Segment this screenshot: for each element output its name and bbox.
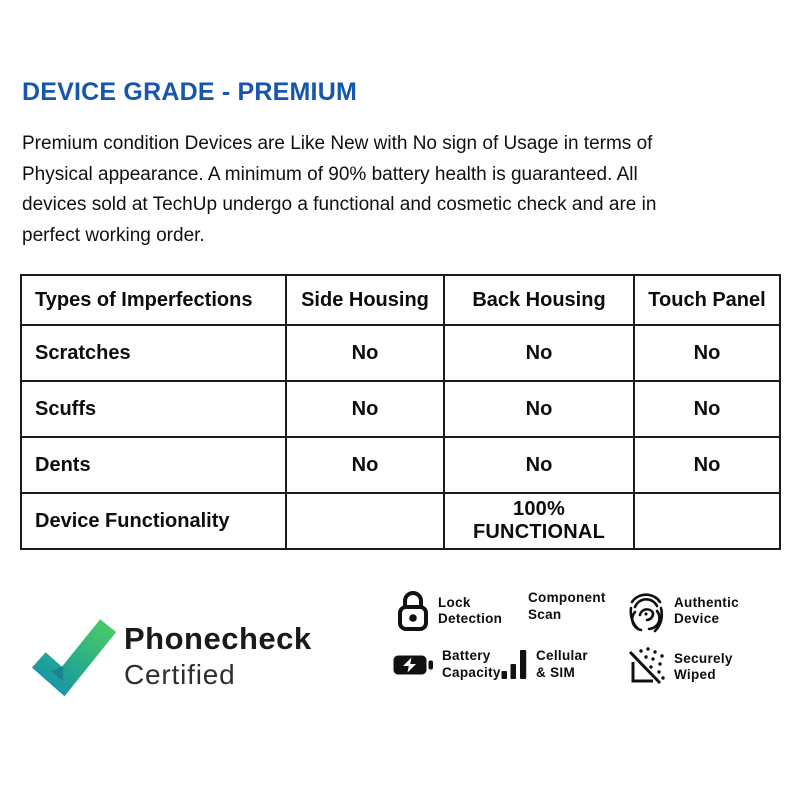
feature-label-line2: Device — [674, 611, 720, 626]
cell-value: No — [634, 437, 780, 493]
cell-value: No — [444, 437, 634, 493]
phonecheck-wordmark — [124, 621, 312, 691]
feature-label-line1: Lock — [438, 594, 471, 610]
feature-label — [528, 590, 606, 623]
feature-authentic-device — [626, 588, 739, 634]
cell-value: No — [634, 381, 780, 437]
feature-label — [442, 648, 501, 681]
description-line: Physical appearance. A minimum of 90% battery health is guaranteed. All — [22, 163, 638, 185]
table-header-row — [21, 275, 780, 325]
header-side-housing: Side Housing — [286, 275, 444, 325]
page-title: DEVICE GRADE - PREMIUM — [22, 78, 357, 106]
functional-status: 100% FUNCTIONAL — [444, 493, 634, 549]
feature-label — [674, 595, 739, 628]
lock-icon — [396, 590, 430, 632]
cell-value — [634, 493, 780, 549]
row-label: Scuffs — [21, 381, 286, 437]
feature-label — [536, 648, 588, 681]
imperfections-table — [20, 274, 781, 550]
table-row — [21, 437, 780, 493]
cell-value: No — [286, 325, 444, 381]
feature-battery-capacity — [392, 648, 501, 681]
row-label: Scratches — [21, 325, 286, 381]
row-label: Dents — [21, 437, 286, 493]
description-line: devices sold at TechUp undergo a functional and cosmetic check and are in — [22, 194, 657, 215]
header-touch-panel: Touch Panel — [634, 275, 780, 325]
feature-label — [438, 595, 502, 628]
cell-value — [286, 493, 444, 549]
feature-lock-detection — [396, 590, 502, 632]
cell-value: No — [286, 381, 444, 437]
feature-cellular-sim — [500, 648, 588, 681]
table-row — [21, 381, 780, 437]
feature-label-line2: Scan — [528, 606, 562, 622]
feature-component-scan — [494, 590, 606, 623]
cell-value: No — [286, 437, 444, 493]
phonecheck-certified-text: Certified — [124, 659, 236, 690]
signal-bars-icon — [500, 649, 528, 680]
fingerprint-icon — [626, 588, 666, 634]
feature-label-line1: Component — [528, 590, 606, 605]
description-line: Premium condition Devices are Like New with No sign of Usage in terms of — [22, 133, 653, 154]
feature-label-line2: Detection — [438, 611, 503, 626]
wipe-icon — [626, 646, 666, 688]
phonecheck-badge — [28, 612, 312, 700]
phonecheck-brand-text: Phonecheck — [124, 621, 312, 656]
feature-label-line2: Wiped — [674, 667, 716, 682]
header-types-of-imperfections: Types of Imperfections — [21, 275, 286, 325]
feature-label-line2: Capacity — [442, 664, 501, 680]
table-row — [21, 493, 780, 549]
table-row — [21, 325, 780, 381]
feature-label-line1: Authentic — [674, 594, 739, 610]
feature-securely-wiped — [626, 646, 733, 688]
cell-value: No — [444, 381, 634, 437]
feature-label-line1: Cellular — [536, 648, 588, 663]
cell-value: No — [634, 325, 780, 381]
feature-label-line1: Battery — [442, 648, 491, 663]
cell-value: No — [444, 325, 634, 381]
feature-label-line2: & SIM — [536, 664, 576, 680]
row-label: Device Functionality — [21, 493, 286, 549]
description-line: perfect working order. — [22, 224, 205, 246]
check-mark-icon — [28, 612, 116, 700]
feature-label — [674, 651, 733, 684]
battery-icon — [392, 653, 434, 677]
description — [22, 129, 762, 251]
header-back-housing: Back Housing — [444, 275, 634, 325]
feature-label-line1: Securely — [674, 650, 733, 666]
